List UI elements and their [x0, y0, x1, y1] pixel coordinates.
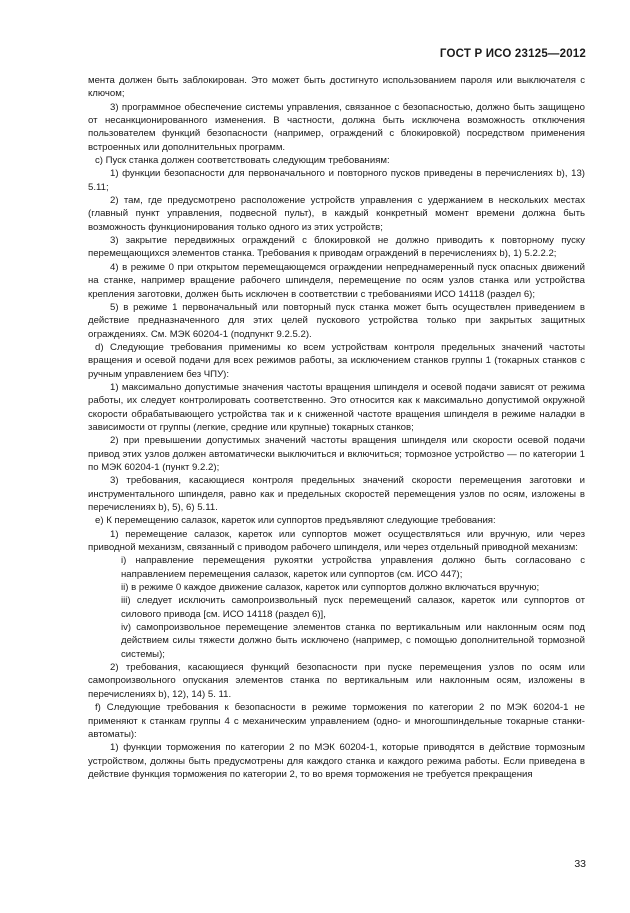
paragraph: 1) функции безопасности для первоначального и повторного пусков приведены в перечислениях b), 13) 5.11;	[88, 168, 585, 193]
paragraph: 2) там, где предусмотрено расположение устройств управления с удержанием в нескольких местах (главный пункт управления, подвесной пульт), в каждый конкретный момент времени должна быть возможность функционирования только одного из этих устройств;	[88, 195, 585, 233]
paragraph: d) Следующие требования применимы ко всем устройствам контроля предельных значений частоты вращения и осевой подачи для всех режимов работы, за исключением станков группы 1 (токарных станков с ручным управлением без ЧПУ):	[88, 341, 585, 380]
paragraph: 3) требования, касающиеся контроля предельных значений скорости перемещения заготовки и инструментального шпинделя, равно как и предельных скоростей перемещения узлов по осям, изложены в перечислениях b), 5), 6) 5.11.	[88, 475, 585, 513]
page-number: 33	[574, 858, 586, 870]
paragraph: 1) максимально допустимые значения частоты вращения шпинделя и осевой подачи зависят от режима работы, их следует контролировать соответственно. Это относится как к максимально допустимой окружной скорости обрабатывающего устройства так и к сниженной частоте вращения шпинделя в режиме наладки в зависимости от группы (легкие, средние или крупные) токарных станков;	[88, 381, 585, 433]
sub-item: i) направление перемещения рукоятки устройства управления должно быть согласовано с направлением перемещения салазок, кареток или суппортов (см. ИСО 447);	[121, 555, 585, 580]
sub-item: iii) следует исключить самопроизвольный пуск перемещений салазок, кареток или суппортов от силового привода [см. ИСО 14118 (раздел 6)],	[121, 595, 585, 620]
paragraph: 1) функции торможения по категории 2 по МЭК 60204-1, которые приводятся в действие тормозным устройством, должны быть предусмотрены для каждого станка и каждого режима работы. Если приведена в действие функция торможения по категории 2, то во время торможения не требуется прекращения	[88, 742, 585, 780]
paragraph: f) Следующие требования к безопасности в режиме торможения по категории 2 по МЭК 60204-1 не применяют к станкам группы 4 с механическим управлением (одно- и многошпиндельные токарные станки-автоматы):	[88, 702, 585, 740]
paragraph: 2) при превышении допустимых значений частоты вращения шпинделя или скорости осевой подачи привод этих узлов должен автоматически выключиться и включиться; тормозное устройство — по категории 1 по МЭК 60204-1 (пункт 9.2.2);	[88, 435, 585, 473]
paragraph: e) К перемещению салазок, кареток или суппортов предъявляют следующие требования:	[95, 515, 496, 527]
page-header: ГОСТ Р ИСО 23125—2012	[439, 48, 586, 60]
paragraph: 4) в режиме 0 при открытом перемещающемся ограждении непреднамеренный пуск опасных движений на станке, например вращение рабочего шпинделя, перемещение по осям узлов станка или устройства крепления заготовки, должен быть исключен в соответствии с требованиями ИСО 14118 (раздел 6);	[88, 261, 585, 300]
document-body	[88, 74, 585, 781]
paragraph: 3) программное обеспечение системы управления, связанное с безопасностью, должно быть защищено от несанкционированного изменения. В частности, должна быть исключена возможность отключения пользователем функций безопасности (например, ограждений с блокировкой) посредством применения встроенных или дополнительных программ.	[88, 101, 585, 153]
paragraph: 3) закрытие передвижных ограждений с блокировкой не должно приводить к повторному пуску перемещающихся элементов станка. Требования к приводам ограждений в перечислениях b), 1) 5.2.2.2;	[88, 235, 585, 260]
sub-item: iv) самопроизвольное перемещение элементов станка по вертикальным или наклонным осям под действием силы тяжести должно быть исключено (например, с помощью дополнительной тормозной системы);	[121, 622, 585, 660]
paragraph: c) Пуск станка должен соответствовать следующим требованиям:	[95, 155, 390, 167]
paragraph: мента должен быть заблокирован. Это может быть достигнуто использованием пароля или выключателя с ключом;	[88, 75, 585, 100]
paragraph: 2) требования, касающиеся функций безопасности при пуске перемещения узлов по осям или самопроизвольного опускания элементов станка по вертикальным или наклонным осям, изложены в перечислениях b), 12), 14) 5. 11.	[88, 662, 585, 700]
paragraph: 1) перемещение салазок, кареток или суппортов может осуществляться или вручную, или через приводной механизм, связанный с приводом рабочего шпинделя, или через отдельный приводной механизм:	[88, 528, 585, 554]
sub-item: ii) в режиме 0 каждое движение салазок, кареток или суппортов должно включаться вручную;	[121, 582, 540, 594]
paragraph: 5) в режиме 1 первоначальный или повторный пуск станка может быть осуществлен приведением в действие предназначенного для этих целей пускового устройства только при закрытых защитных ограждениях. См. МЭК 60204-1 (подпункт 9.2.5.2).	[88, 301, 585, 340]
